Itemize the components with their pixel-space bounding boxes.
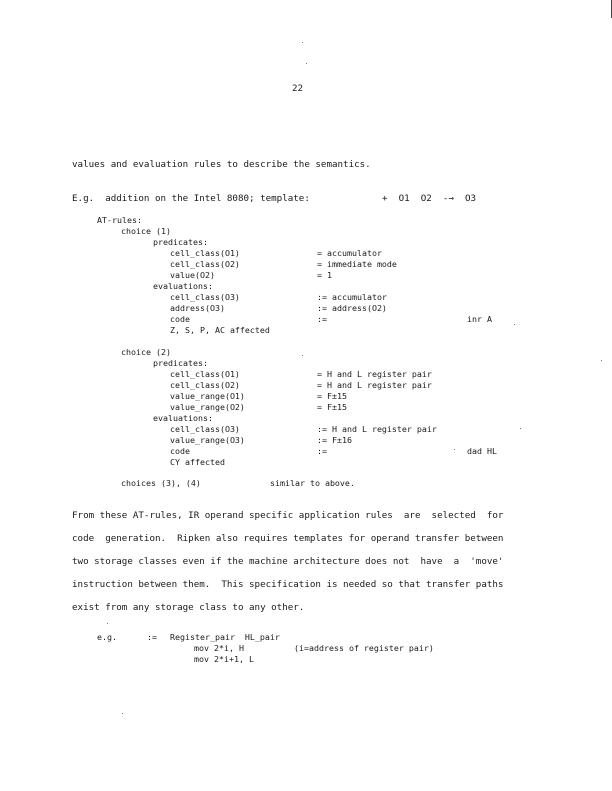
evaluation-name: cell_class(O3) [170,424,240,434]
scan-speck [107,623,108,624]
choice-2-instruction: dad HL [467,446,497,456]
paragraph-line: instruction between them. This specification is needed so that transfer paths [72,579,504,590]
evaluation-name: code [170,446,190,456]
scan-speck [520,428,521,429]
predicate-name: cell_class(O2) [170,380,240,390]
evaluation-value: := address(O2) [317,303,387,313]
transfer-rule: Register_pair HL_pair [170,632,280,642]
scan-speck [302,355,303,356]
intro-line: values and evaluation rules to describe the semantics. [72,159,371,170]
scan-speck [601,360,602,361]
transfer-code-line: mov 2*i, H [194,643,244,653]
evaluation-value: := [317,314,327,324]
scan-speck [306,63,307,64]
evaluation-value: := H and L register pair [317,424,437,434]
evaluation-value: := accumulator [317,292,387,302]
transfer-assign: := [147,632,157,642]
at-rules-heading: AT-rules: [97,215,142,225]
scan-speck [302,42,303,43]
evaluation-name: code [170,314,190,324]
predicate-name: cell_class(O1) [170,369,240,379]
transfer-code-line: mov 2*i+1, L [194,654,254,664]
choices-rest-note: similar to above. [270,478,355,488]
scan-speck [122,713,123,714]
transfer-example-label: e.g. [97,632,117,642]
paragraph-line: From these AT-rules, IR operand specific application rules are selected for [72,510,504,521]
predicate-name: value_range(O2) [170,402,245,412]
evaluation-value: := [317,446,327,456]
transfer-comment: (i=address of register pair) [294,643,434,653]
choice-2-evaluations-label: evaluations: [153,413,213,423]
choices-rest-label: choices (3), (4) [121,478,201,488]
choice-2-affected: CY affected [170,457,225,467]
choice-2-predicates-label: predicates: [153,358,208,368]
predicate-value: = F±15 [317,391,347,401]
choice-1-predicates-label: predicates: [153,237,208,247]
scan-speck [514,324,515,325]
evaluation-name: cell_class(O3) [170,292,240,302]
scan-speck [454,449,455,450]
paragraph-line: code generation. Ripken also requires templates for operand transfer between [72,533,504,544]
predicate-value: = 1 [317,270,332,280]
choice-1-instruction: inr A [467,314,492,324]
evaluation-name: address(O3) [170,303,225,313]
evaluation-name: value_range(O3) [170,435,245,445]
evaluation-value: := F±16 [317,435,352,445]
paragraph-line: two storage classes even if the machine architecture does not have a 'move' [72,556,504,567]
predicate-value: = H and L register pair [317,380,432,390]
predicate-name: value_range(O1) [170,391,245,401]
predicate-name: cell_class(O2) [170,259,240,269]
predicate-name: value(O2) [170,270,215,280]
predicate-value: = H and L register pair [317,369,432,379]
page-number: 22 [292,83,304,94]
paragraph-line: exist from any storage class to any other. [72,602,305,613]
choice-1-evaluations-label: evaluations: [153,281,213,291]
predicate-value: = accumulator [317,248,382,258]
choice-2-label: choice (2) [121,347,171,357]
predicate-name: cell_class(O1) [170,248,240,258]
example-template: + O1 O2 -→ O3 [382,193,477,204]
choice-1-affected: Z, S, P, AC affected [170,325,270,335]
predicate-value: = F±15 [317,402,347,412]
example-lead: E.g. addition on the Intel 8080; template: [72,193,310,204]
predicate-value: = immediate mode [317,259,397,269]
choice-1-label: choice (1) [121,226,171,236]
